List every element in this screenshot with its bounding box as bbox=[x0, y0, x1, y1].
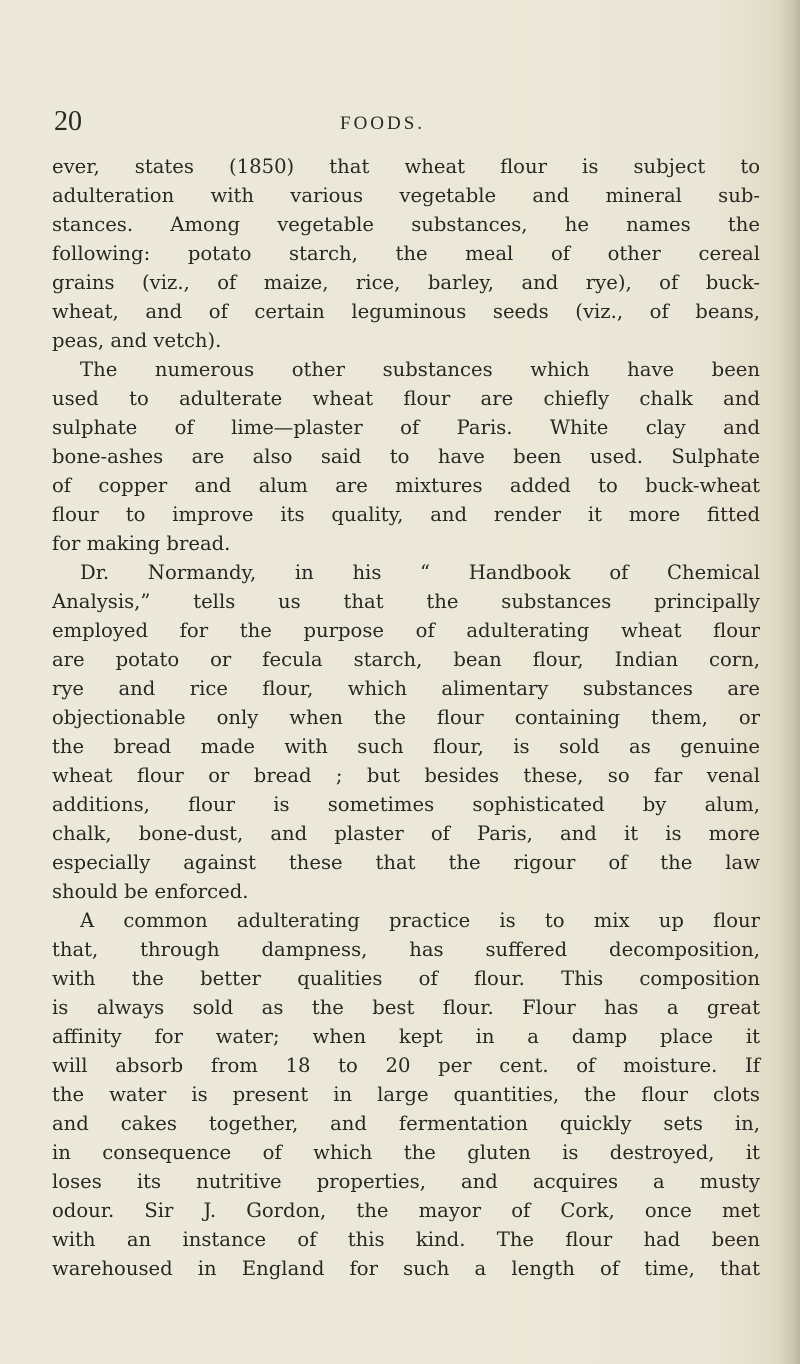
text-line: grains (viz., of maize, rice, barley, and rye), of buck- bbox=[52, 271, 760, 294]
text-line: with an instance of this kind. The flour had been bbox=[52, 1228, 760, 1251]
text-line: Analysis,” tells us that the substances principally bbox=[52, 590, 760, 613]
page-edge-shadow bbox=[778, 0, 800, 1364]
text-line: is always sold as the best flour. Flour has a great bbox=[52, 996, 760, 1019]
text-line: loses its nutritive properties, and acquires a musty bbox=[52, 1170, 760, 1193]
page-number: 20 bbox=[54, 106, 82, 137]
text-line: in consequence of which the gluten is destroyed, it bbox=[52, 1141, 760, 1164]
text-line: chalk, bone-dust, and plaster of Paris, and it is more bbox=[52, 822, 760, 845]
text-line: will absorb from 18 to 20 per cent. of moisture. If bbox=[52, 1054, 760, 1077]
running-title: FOODS. bbox=[340, 113, 426, 134]
text-line: additions, flour is sometimes sophisticated by alum, bbox=[52, 793, 760, 816]
text-line: adulteration with various vegetable and mineral sub- bbox=[52, 184, 760, 207]
running-head bbox=[40, 102, 760, 142]
text-line: the water is present in large quantities, the flour clots bbox=[52, 1083, 760, 1106]
text-line: following: potato starch, the meal of other cereal bbox=[52, 242, 760, 265]
text-line: sulphate of lime—plaster of Paris. White clay and bbox=[52, 416, 760, 439]
text-line: objectionable only when the flour containing them, or bbox=[52, 706, 760, 729]
text-line: are potato or fecula starch, bean flour, Indian corn, bbox=[52, 648, 760, 671]
text-line: and cakes together, and fermentation quickly sets in, bbox=[52, 1112, 760, 1135]
body-text bbox=[52, 152, 760, 1283]
text-line: odour. Sir J. Gordon, the mayor of Cork, once met bbox=[52, 1199, 760, 1222]
text-line: rye and rice flour, which alimentary substances are bbox=[52, 677, 760, 700]
text-line: of copper and alum are mixtures added to buck-wheat bbox=[52, 474, 760, 497]
text-line: used to adulterate wheat flour are chiefly chalk and bbox=[52, 387, 760, 410]
paragraph-start-line: A common adulterating practice is to mix up flour bbox=[80, 909, 760, 932]
text-line: ever, states (1850) that wheat flour is subject to bbox=[52, 155, 760, 178]
text-line: especially against these that the rigour of the law bbox=[52, 851, 760, 874]
text-line: bone-ashes are also said to have been used. Sulphate bbox=[52, 445, 760, 468]
text-line: peas, and vetch). bbox=[52, 329, 222, 352]
text-line: for making bread. bbox=[52, 532, 231, 555]
text-line: affinity for water; when kept in a damp place it bbox=[52, 1025, 760, 1048]
text-line: employed for the purpose of adulterating wheat flour bbox=[52, 619, 760, 642]
text-line: with the better qualities of flour. This composition bbox=[52, 967, 760, 990]
text-line: that, through dampness, has suffered decomposition, bbox=[52, 938, 760, 961]
text-line: should be enforced. bbox=[52, 880, 249, 903]
paragraph-start-line: The numerous other substances which have been bbox=[80, 358, 760, 381]
text-line: wheat, and of certain leguminous seeds (viz., of beans, bbox=[52, 300, 760, 323]
text-line: the bread made with such flour, is sold as genuine bbox=[52, 735, 760, 758]
paragraph-start-line: Dr. Normandy, in his “ Handbook of Chemical bbox=[80, 561, 760, 584]
text-line: wheat flour or bread ; but besides these, so far venal bbox=[52, 764, 760, 787]
text-line: warehoused in England for such a length of time, that bbox=[52, 1257, 760, 1280]
text-line: flour to improve its quality, and render it more fitted bbox=[52, 503, 760, 526]
text-line: stances. Among vegetable substances, he names the bbox=[52, 213, 760, 236]
